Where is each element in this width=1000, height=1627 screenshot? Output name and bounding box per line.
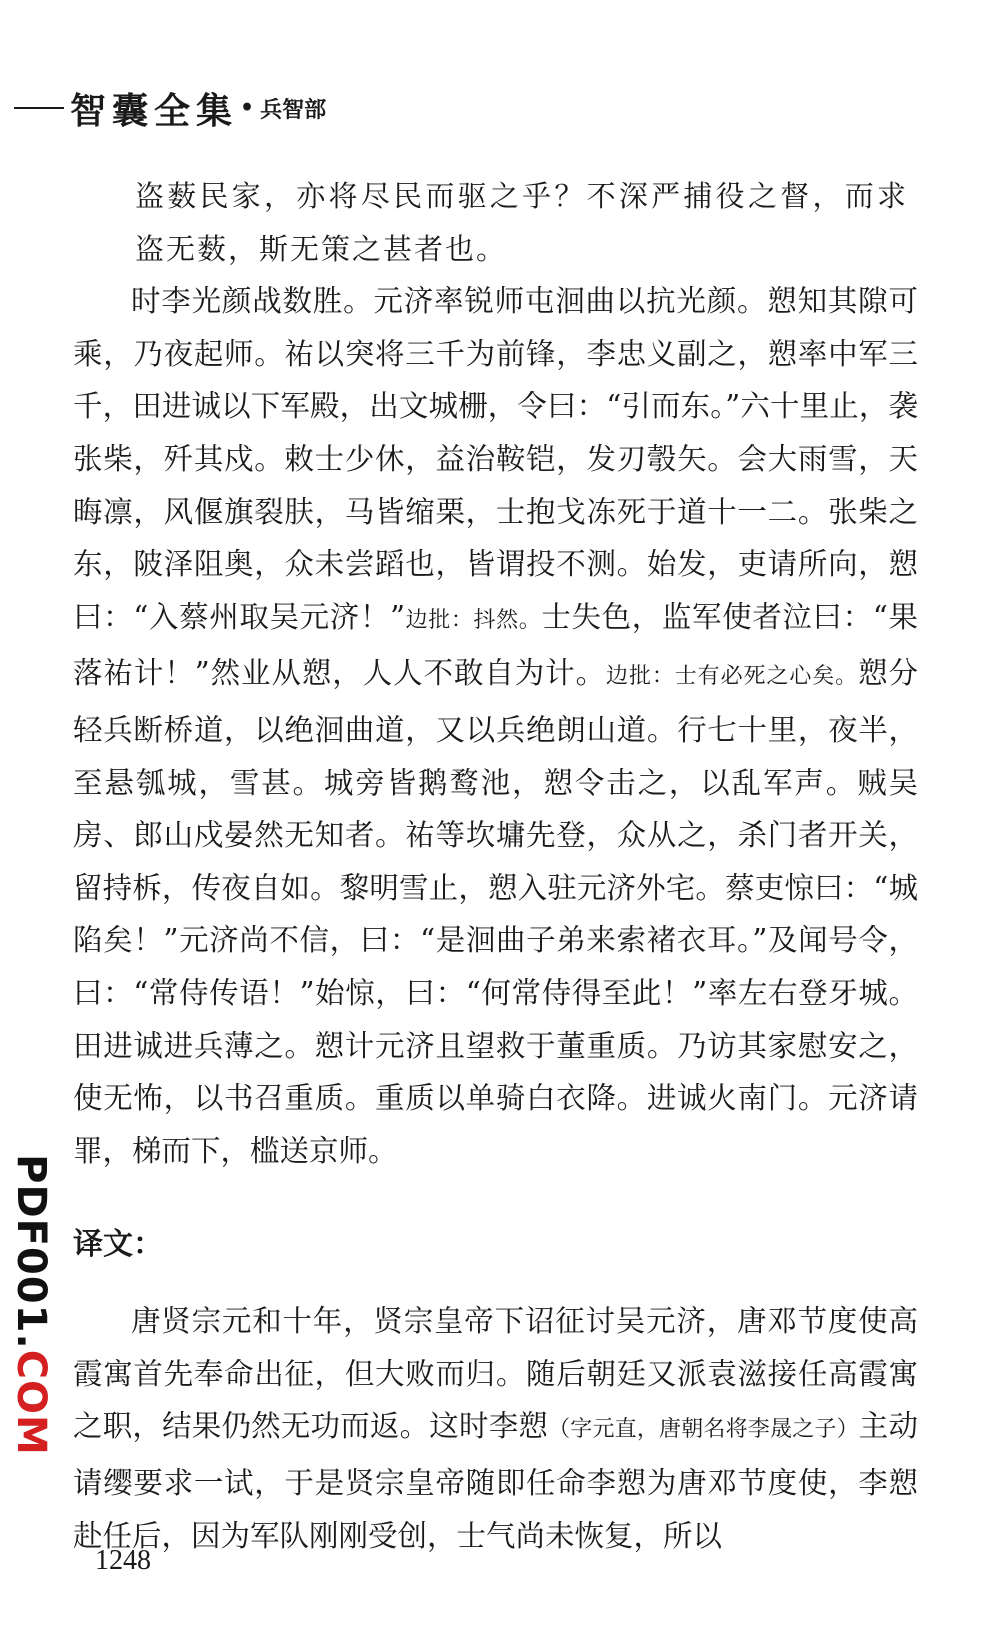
page-number: 1248 [95, 1545, 151, 1576]
book-title: 智囊全集 [70, 89, 239, 132]
margin-note-2: 边批：士有必死之心矣。 [606, 664, 859, 690]
translation-note: （字元直，唐朝名将李晟之子） [548, 1417, 859, 1443]
page-content [73, 170, 918, 1562]
header-dash [14, 107, 64, 109]
paragraph-text-3: 愬分轻兵断桥道，以绝洄曲道，又以兵绝朗山道。行七十里，夜半，至悬瓠城，雪甚。城旁皆鹅鹜池，愬令击之，以乱军声。贼吴房、郎山戍晏然无知者。祐等坎墉先登，众从之，杀门者开关，留持柝，传夜自如。黎明雪止，愬入驻元济外宅。蔡吏惊曰：“城陷矣！”元济尚不信，曰：“是洄曲子弟来索褚衣耳。”及闻号令，曰：“常侍传语！”始惊，曰：“何常侍得至此！”率左右登牙城。田进诚进兵薄之。愬计元济且望救于董重质。乃访其家慰安之，使无怖，以书召重质。重质以单骑白衣降。进诚火南门。元济请罪，梯而下，槛送京师。 [73, 656, 918, 1168]
translation-heading: 译文： [73, 1227, 163, 1263]
main-paragraph [73, 275, 918, 1177]
margin-note-1: 边批：抖然。 [405, 607, 542, 633]
section-title: 兵智部 [260, 97, 327, 123]
running-header [14, 84, 326, 132]
paragraph-text-1: 时李光颜战数胜。元济率锐师屯洄曲以抗光颜。愬知其隙可乘，乃夜起师。祐以突将三千为前锋，李忠义副之，愬率中军三千，田进诚以下军殿，出文城栅，令曰：“引而东。”六十里止，袭张柴，歼其戍。敕士少休，益治鞍铠，发刃彀矢。会大雨雪，天晦凛，风偃旗裂肤，马皆缩栗，士抱戈冻死于道十一二。张柴之东，陂泽阻奥，众未尝蹈也，皆谓投不测。始发，吏请所向，愬曰：“入蔡州取吴元济！” [73, 284, 918, 634]
watermark-part-2: COM [8, 1349, 54, 1456]
translation-text-1: 唐贤宗元和十年，贤宗皇帝下诏征讨吴元济，唐邓节度使高霞寓首先奉命出征，但大败而归。随后朝廷又派袁滋接任高霞寓之职，结果仍然无功而返。这时李愬 [73, 1304, 918, 1444]
watermark-text [8, 1154, 54, 1456]
watermark [6, 1154, 56, 1456]
header-dot: • [240, 95, 255, 121]
translation-text-2: 主动请缨要求一试，于是贤宗皇帝随即任命李愬为唐邓节度使，李愬赴任后，因为军队刚刚受创，士气尚未恢复，所以 [73, 1409, 918, 1553]
translation-paragraph [73, 1295, 918, 1562]
watermark-part-1: PDF001. [8, 1154, 54, 1350]
quoted-passage: 盗薮民家，亦将尽民而驱之乎？不深严捕役之督，而求盗无薮，斯无策之甚者也。 [135, 179, 908, 266]
paragraph-text-2: 士失色，监军使者泣曰：“果落祐计！”然业从愬，人人不敢自为计。 [73, 599, 918, 691]
